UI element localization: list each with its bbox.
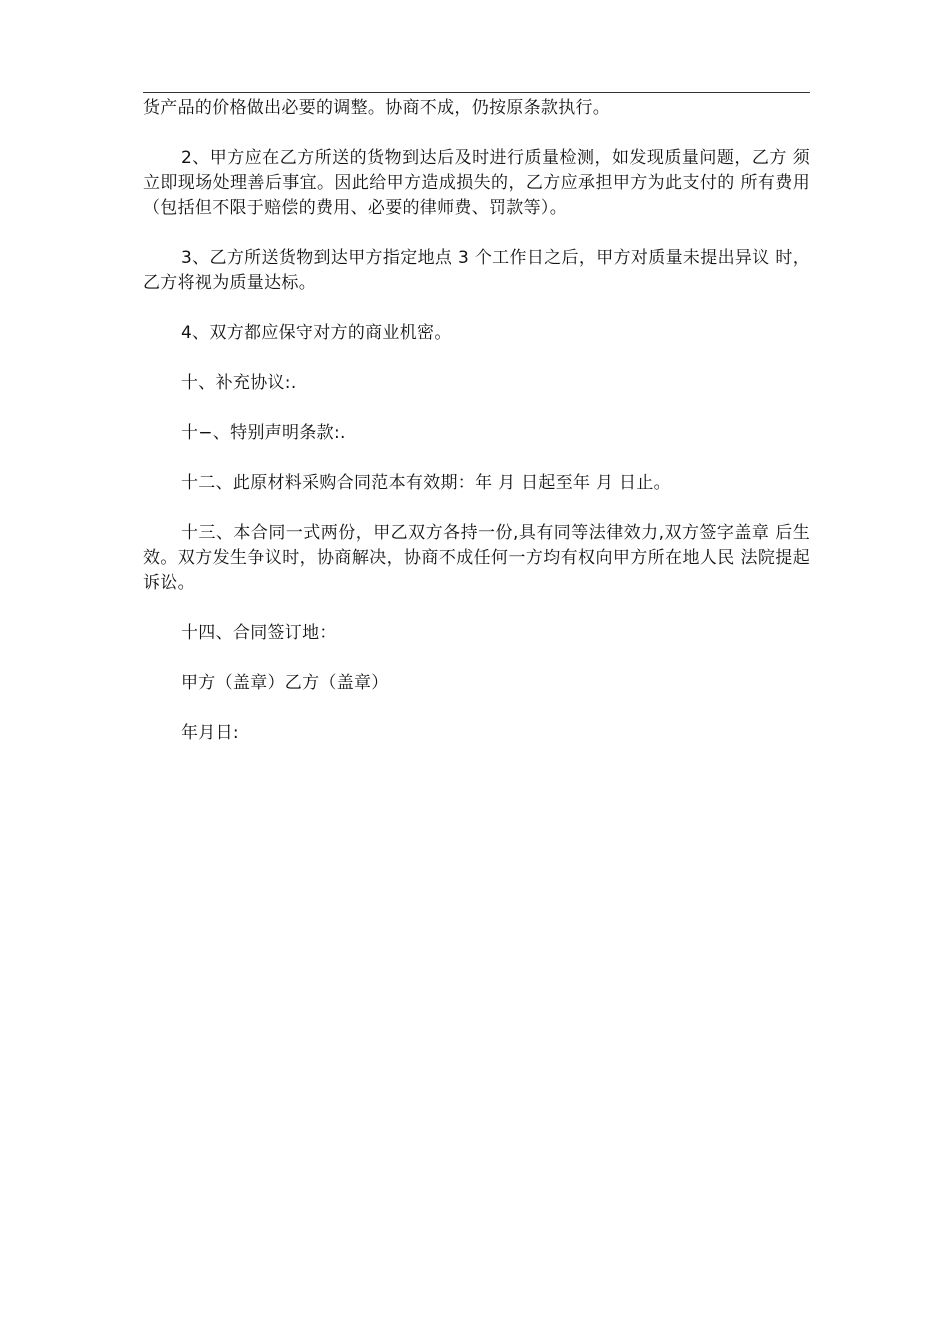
section-special-statement: 十−、特别声明条款:. <box>181 423 346 443</box>
paragraph-quality-objection: 3、乙方所送货物到达甲方指定地点 3 个工作日之后，甲方对质量未提出异议 时，乙方将视为质量达标。 <box>143 248 810 293</box>
paragraph-confidentiality: 4、双方都应保守对方的商业机密。 <box>181 323 452 343</box>
signature-date: 年月日: <box>181 723 239 743</box>
document-body <box>143 96 810 771</box>
section-validity-period: 十二、此原材料采购合同范本有效期：年 月 日起至年 月 日止。 <box>181 473 671 493</box>
section-signing-place: 十四、合同签订地： <box>181 623 337 643</box>
signature-parties: 甲方（盖章）乙方（盖章） <box>181 673 389 693</box>
paragraph-price-adjustment: 货产品的价格做出必要的调整。协商不成，仍按原条款执行。 <box>143 98 611 118</box>
section-copies-and-disputes: 十三、本合同一式两份，甲乙双方各持一份,具有同等法律效力,双方签字盖章 后生效。双方发生争议时，协商解决，协商不成任何一方均有权向甲方所在地人民 法院提起诉讼。 <box>143 523 810 593</box>
paragraph-quality-inspection: 2、甲方应在乙方所送的货物到达后及时进行质量检测，如发现质量问题，乙方 须立即现场处理善后事宜。因此给甲方造成损失的，乙方应承担甲方为此支付的 所有费用（包括但不限于赔偿的费用、必要的律师费、罚款等）。 <box>143 148 810 218</box>
header-rule <box>143 92 810 93</box>
section-supplementary-agreement: 十、补充协议:. <box>181 373 297 393</box>
